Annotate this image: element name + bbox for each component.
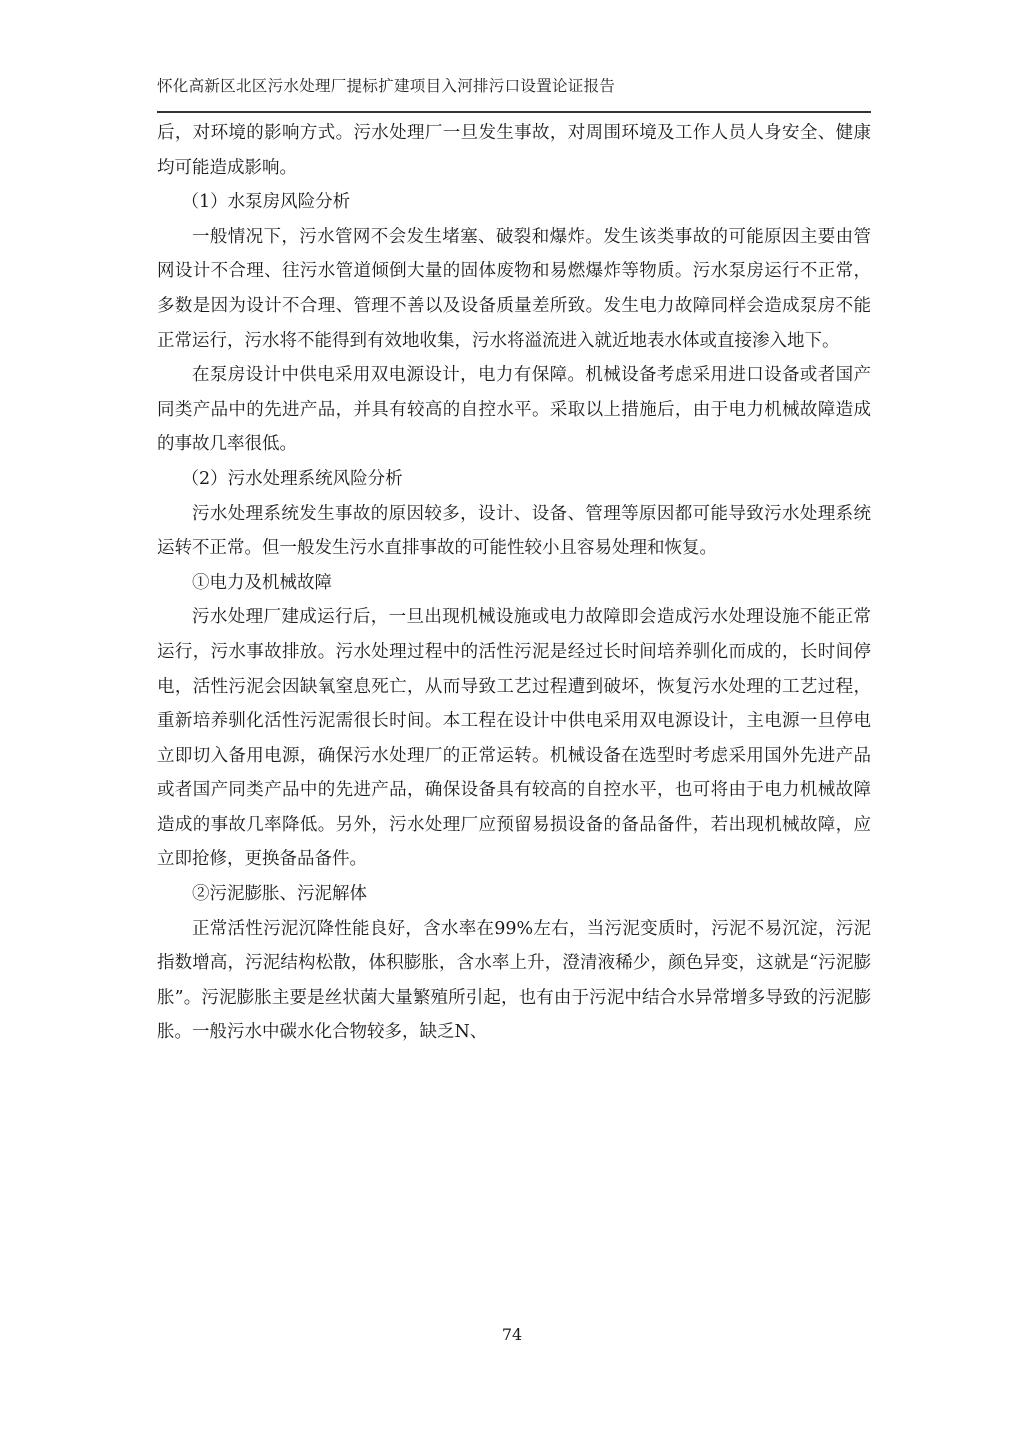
body-text — [157, 116, 871, 1050]
paragraph: 污水处理系统发生事故的原因较多，设计、设备、管理等原因都可能导致污水处理系统运转不正常。但一般发生污水直排事故的可能性较小且容易处理和恢复。 — [157, 503, 871, 559]
page-number: 74 — [501, 1325, 523, 1344]
subheading-power-mechanical-failure: ①电力及机械故障 — [192, 572, 332, 593]
subheading-pump-room-risk: （1）水泵房风险分析 — [181, 192, 351, 213]
header-rule — [157, 111, 871, 113]
paragraph: 在泵房设计中供电采用双电源设计，电力有保障。机械设备考虑采用进口设备或者国产同类产品中的先进产品，并具有较高的自控水平。采取以上措施后，由于电力机械故障造成的事故几率很低。 — [157, 365, 871, 455]
paragraph: 正常活性污泥沉降性能良好，含水率在99%左右，当污泥变质时，污泥不易沉淀，污泥指数增高，污泥结构松散，体积膨胀，含水率上升，澄清液稀少，颜色异变，这就是“污泥膨胀”。污泥膨胀主要是丝状菌大量繁殖所引起，也有由于污泥中结合水异常增多导致的污泥膨胀。一般污水中碳水化合物较多，缺乏N、 — [157, 918, 871, 1043]
subheading-treatment-system-risk: （2）污水处理系统风险分析 — [181, 468, 403, 489]
paragraph: 污水处理厂建成运行后，一旦出现机械设施或电力故障即会造成污水处理设施不能正常运行，污水事故排放。污水处理过程中的活性污泥是经过长时间培养驯化而成的，长时间停电，活性污泥会因缺氧窒息死亡，从而导致工艺过程遭到破坏，恢复污水处理的工艺过程，重新培养驯化活性污泥需很长时间。本工程在设计中供电采用双电源设计，主电源一旦停电立即切入备用电源，确保污水处理厂的正常运转。机械设备在选型时考虑采用国外先进产品或者国产同类产品中的先进产品，确保设备具有较高的自控水平，也可将由于电力机械故障造成的事故几率降低。另外，污水处理厂应预留易损设备的备品备件，若出现机械故障，应立即抢修，更换备品备件。 — [157, 607, 871, 870]
subheading-sludge-bulking: ②污泥膨胀、污泥解体 — [192, 884, 367, 905]
paragraph-continued: 后，对环境的影响方式。污水处理厂一旦发生事故，对周围环境及工作人员人身安全、健康均可能造成影响。 — [157, 123, 871, 178]
paragraph: 一般情况下，污水管网不会发生堵塞、破裂和爆炸。发生该类事故的可能原因主要由管网设计不合理、往污水管道倾倒大量的固体废物和易燃爆炸等物质。污水泵房运行不正常，多数是因为设计不合理、管理不善以及设备质量差所致。发生电力故障同样会造成泵房不能正常运行，污水将不能得到有效地收集，污水将溢流进入就近地表水体或直接渗入地下。 — [157, 226, 871, 351]
running-header: 怀化高新区北区污水处理厂提标扩建项目入河排污口设置论证报告 — [157, 77, 616, 95]
